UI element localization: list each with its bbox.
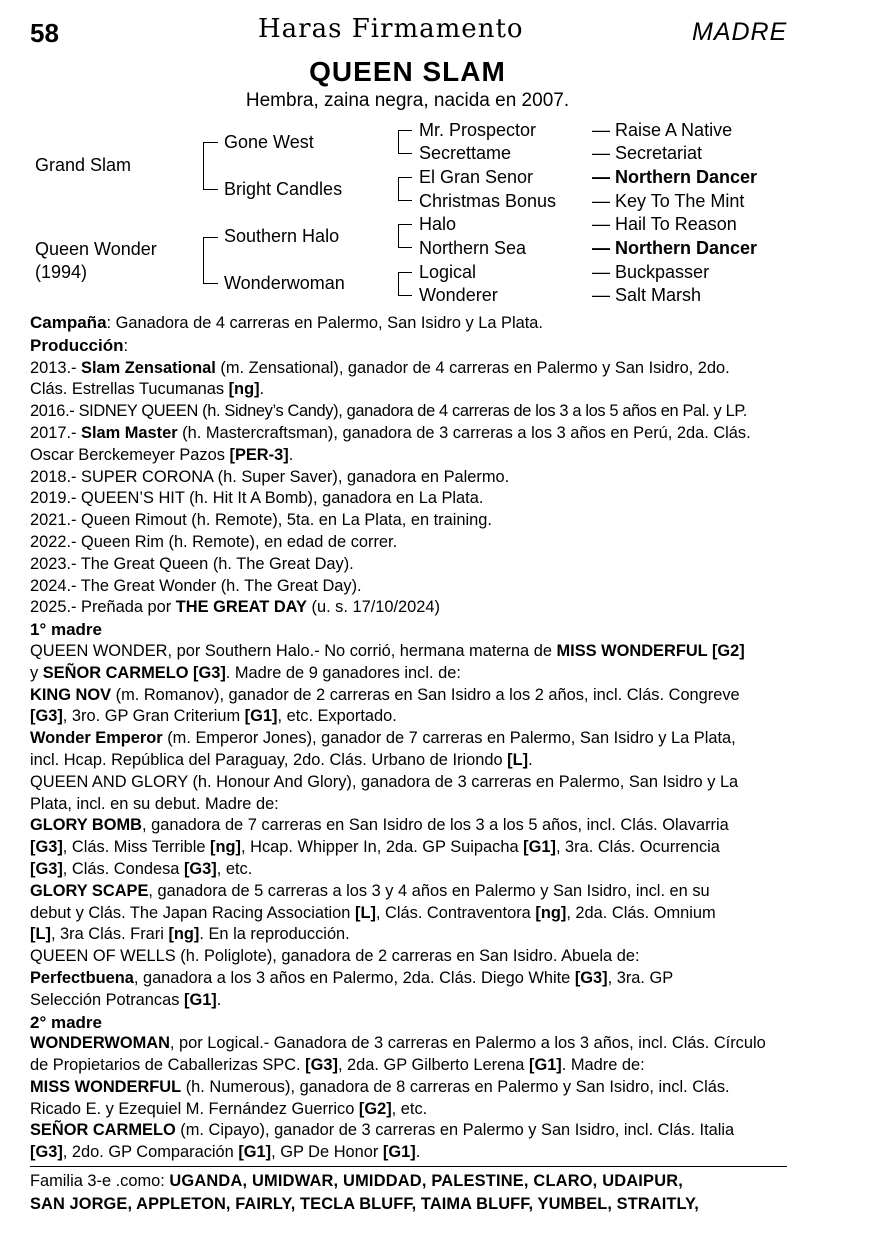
pedigree-dam: Queen Wonder <box>35 239 157 259</box>
bracket-line <box>398 130 412 131</box>
production-2019: 2019.- QUEEN’S HIT (h. Hit It A Bomb), ganadora en La Plata. <box>30 489 484 508</box>
pedigree-gen4-6: — Northern Dancer <box>592 238 758 258</box>
second-dam-line: WONDERWOMAN, por Logical.- Ganadora de 3 carreras en Palermo a los 3 años, incl. Clás. Círculo <box>30 1034 766 1053</box>
bracket-line <box>398 272 399 296</box>
pedigree-gen3-7: Logical <box>419 262 477 282</box>
pedigree-gen3-8: Wonderer <box>419 285 498 305</box>
production-2025: 2025.- Preñada por THE GREAT DAY (u. s. 17/10/2024) <box>30 598 440 617</box>
pedigree-gen4-8: — Salt Marsh <box>592 285 702 305</box>
offspring-senor-carmelo-cont: [G3], 2do. GP Comparación [G1], GP De Honor [G1]. <box>30 1143 421 1162</box>
offspring-miss-wonderful: MISS WONDERFUL (h. Numerous), ganadora de 8 carreras en Palermo y San Isidro, incl. Clás. <box>30 1077 730 1096</box>
offspring-miss-wonderful-cont: Ricado E. y Ezequiel M. Fernández Guerrico [G2], etc. <box>30 1099 428 1118</box>
pedigree-gen4-5: — Hail To Reason <box>592 214 737 234</box>
family-line: Familia 3-e .como: UGANDA, UMIDWAR, UMIDDAD, PALESTINE, CLARO, UDAIPUR, <box>30 1172 684 1190</box>
offspring-perfectbuena-cont: Selección Potrancas [G1]. <box>30 990 222 1009</box>
horse-description: Hembra, zaina negra, nacida en 2007. <box>245 90 570 111</box>
bracket-line <box>203 142 218 143</box>
bracket-line <box>398 224 412 225</box>
pedigree-gen3-3: El Gran Senor <box>419 167 534 187</box>
bracket-line <box>398 272 412 273</box>
family-block <box>30 1170 699 1216</box>
offspring-glory-scape-cont: debut y Clás. The Japan Racing Association [L], Clás. Contraventora [ng], 2da. Clás. Omnium <box>30 903 716 922</box>
offspring-perfectbuena: Perfectbuena, ganadora a los 3 años en Palermo, 2da. Clás. Diego White [G3], 3ra. GP <box>30 968 674 987</box>
offspring-glory-bomb-cont: [G3], Clás. Condesa [G3], etc. <box>30 859 253 878</box>
production-2023: 2023.- The Great Queen (h. The Great Day). <box>30 554 354 573</box>
offspring-king-nov: KING NOV (m. Romanov), ganador de 2 carreras en San Isidro a los 2 años, incl. Clás. Congreve <box>30 685 740 704</box>
production-2016: 2016.- SIDNEY QUEEN (h. Sidney’s Candy), ganadora de 4 carreras de los 3 a los 5 años en Pal. y LP. <box>30 402 748 421</box>
production-2013-cont: Clás. Estrellas Tucumanas [ng]. <box>30 380 265 399</box>
pedigree-sire: Grand Slam <box>35 155 132 175</box>
bracket-line <box>203 237 204 284</box>
second-dam-heading: 2° madre <box>30 1012 103 1032</box>
offspring-king-nov-cont: [G3], 3ro. GP Gran Criterium [G1], etc. Exportado. <box>30 707 397 726</box>
offspring-glory-scape: GLORY SCAPE, ganadora de 5 carreras a los 3 y 4 años en Palermo y San Isidro, incl. en su <box>30 881 710 900</box>
first-dam-line: QUEEN WONDER, por Southern Halo.- No corrió, hermana materna de MISS WONDERFUL [G2] <box>30 641 745 660</box>
offspring-glory-scape-cont: [L], 3ra Clás. Frari [ng]. En la reproducción. <box>30 925 350 944</box>
offspring-glory-bomb-cont: [G3], Clás. Miss Terrible [ng], Hcap. Whipper In, 2da. GP Suipacha [G1], 3ra. Clás. Ocurrencia <box>30 838 720 857</box>
pedigree-gen4-7: — Buckpasser <box>592 262 710 282</box>
bracket-line <box>398 130 399 154</box>
first-dam-heading: 1° madre <box>30 620 103 640</box>
catalog-text <box>30 312 790 1164</box>
production-2013: 2013.- Slam Zensational (m. Zensational), ganador de 4 carreras en Palermo y San Isidro, 2do. <box>30 358 730 377</box>
offspring-queen-and-glory-cont: Plata, incl. en su debut. Madre de: <box>30 794 279 813</box>
first-dam-line: y SEÑOR CARMELO [G3]. Madre de 9 ganadores incl. de: <box>30 663 461 682</box>
pedigree-dam-year: (1994) <box>35 262 88 282</box>
pedigree-gen2-4: Wonderwoman <box>224 273 345 293</box>
campaign-line: Campaña: Ganadora de 4 carreras en Palermo, San Isidro y La Plata. <box>30 313 543 332</box>
offspring-glory-bomb: GLORY BOMB, ganadora de 7 carreras en San Isidro de los 3 a los 5 años, incl. Clás. Olavarria <box>30 816 729 835</box>
offspring-senor-carmelo: SEÑOR CARMELO (m. Cipayo), ganador de 3 carreras en Palermo y San Isidro, incl. Clás. Italia <box>30 1121 735 1140</box>
pedigree-gen3-1: Mr. Prospector <box>419 120 537 140</box>
pedigree-gen4-4: — Key To The Mint <box>592 191 745 211</box>
offspring-wonder-emperor-cont: incl. Hcap. República del Paraguay, 2do. Clás. Urbano de Iriondo [L]. <box>30 750 533 769</box>
bracket-line <box>398 177 399 201</box>
bracket-line <box>398 247 412 248</box>
production-2024: 2024.- The Great Wonder (h. The Great Day). <box>30 576 362 595</box>
section-label: MADRE <box>692 18 788 46</box>
offspring-queen-of-wells: QUEEN OF WELLS (h. Poliglote), ganadora de 2 carreras en San Isidro. Abuela de: <box>30 947 640 966</box>
horse-name: QUEEN SLAM <box>309 56 506 87</box>
page-number: 58 <box>30 18 59 48</box>
pedigree-gen4-3: — Northern Dancer <box>592 167 758 187</box>
production-2017-cont: Oscar Berckemeyer Pazos [PER-3]. <box>30 445 294 464</box>
pedigree-gen3-4: Christmas Bonus <box>419 191 557 211</box>
second-dam-line: de Propietarios de Caballerizas SPC. [G3], 2da. GP Gilberto Lerena [G1]. Madre de: <box>30 1056 645 1075</box>
offspring-queen-and-glory: QUEEN AND GLORY (h. Honour And Glory), ganadora de 3 carreras en Palermo, San Isidro y La <box>30 772 739 791</box>
production-2021: 2021.- Queen Rimout (h. Remote), 5ta. en La Plata, en training. <box>30 511 492 530</box>
bracket-line <box>398 177 412 178</box>
bracket-line <box>398 224 399 248</box>
production-2017: 2017.- Slam Master (h. Mastercraftsman), ganadora de 3 carreras a los 3 años en Perú, 2da. Clás. <box>30 423 751 442</box>
pedigree-gen4-1: — Raise A Native <box>592 120 733 140</box>
pedigree-gen2-2: Bright Candles <box>224 179 343 199</box>
family-line: SAN JORGE, APPLETON, FAIRLY, TECLA BLUFF, TAIMA BLUFF, YUMBEL, STRAITLY, <box>30 1195 699 1213</box>
pedigree-gen3-6: Northern Sea <box>419 238 527 258</box>
bracket-line <box>398 153 412 154</box>
production-heading: Producción: <box>30 335 129 355</box>
pedigree-gen4-2: — Secretariat <box>592 143 703 163</box>
bracket-line <box>203 283 218 284</box>
bracket-line <box>398 200 412 201</box>
offspring-wonder-emperor: Wonder Emperor (m. Emperor Jones), ganador de 7 carreras en Palermo, San Isidro y La Plata, <box>30 729 736 748</box>
pedigree-gen2-1: Gone West <box>224 132 314 152</box>
bracket-line <box>398 295 412 296</box>
pedigree-gen2-3: Southern Halo <box>224 226 340 246</box>
bracket-line <box>203 142 204 190</box>
production-2022: 2022.- Queen Rim (h. Remote), en edad de correr. <box>30 532 398 551</box>
bracket-line <box>203 237 218 238</box>
pedigree-gen3-5: Halo <box>419 214 457 234</box>
bracket-line <box>203 189 218 190</box>
divider-line <box>30 1166 787 1167</box>
production-2018: 2018.- SUPER CORONA (h. Super Saver), ganadora en Palermo. <box>30 467 510 486</box>
page-title: Haras Firmamento <box>258 14 524 44</box>
pedigree-gen3-2: Secrettame <box>419 143 512 163</box>
